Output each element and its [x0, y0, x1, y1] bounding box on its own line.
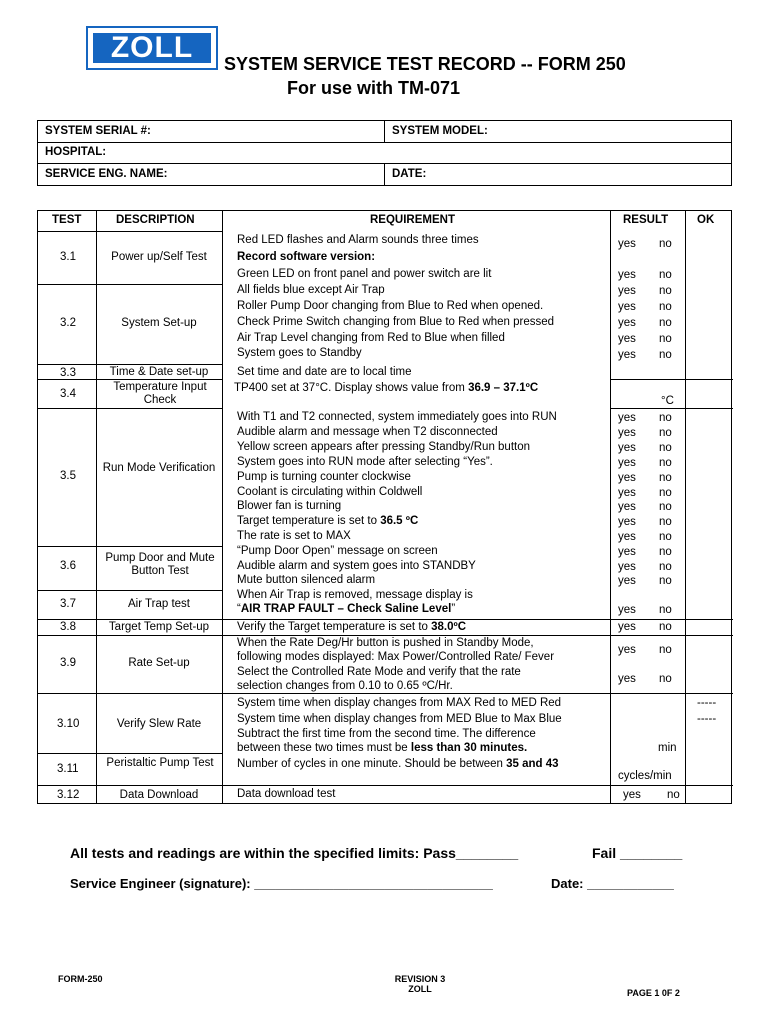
- requirement: When Air Trap is removed, message display is: [237, 589, 473, 601]
- requirement: System goes to Standby: [237, 347, 362, 359]
- row-line: [610, 408, 733, 409]
- result-yes: yes: [623, 789, 641, 801]
- info-divider: [384, 121, 385, 142]
- result-yes: yes: [618, 487, 636, 499]
- result-no: no: [659, 561, 672, 573]
- requirement: Audible alarm and message when T2 disconnected: [237, 426, 498, 438]
- form-subtitle: For use with TM-071: [287, 78, 461, 98]
- system-info-box: [37, 120, 732, 186]
- result-yes: yes: [618, 317, 636, 329]
- header-requirement: REQUIREMENT: [370, 214, 455, 226]
- sign-date-field: Date: ____________: [551, 876, 674, 891]
- logo-text: ZOLL: [93, 33, 211, 63]
- test-id: 3.2: [60, 317, 76, 329]
- result-yes: yes: [618, 285, 636, 297]
- fail-field: Fail ________: [592, 845, 683, 861]
- result-yes: yes: [618, 238, 636, 250]
- result-yes: yes: [618, 516, 636, 528]
- row-line: [38, 364, 222, 365]
- result-celsius: °C: [661, 395, 674, 407]
- result-no: no: [659, 546, 672, 558]
- col-line: [685, 211, 686, 803]
- col-line: [96, 211, 97, 803]
- result-no: no: [659, 487, 672, 499]
- requirement: System time when display changes from MAX Red to MED Red: [237, 697, 562, 709]
- summary-statement: All tests and readings are within the specified limits: Pass________: [70, 845, 519, 861]
- requirement: Yellow screen appears after pressing Standby/Run button: [237, 441, 531, 453]
- test-description: Power up/Self Test: [111, 251, 207, 263]
- result-no: no: [659, 516, 672, 528]
- col-line: [222, 211, 223, 803]
- requirement: Mute button silenced alarm: [237, 574, 376, 586]
- serial-label: SYSTEM SERIAL #:: [45, 125, 151, 137]
- requirement: Coolant is circulating within Coldwell: [237, 486, 423, 498]
- result-no: no: [659, 501, 672, 513]
- requirement: Pump is turning counter clockwise: [237, 471, 411, 483]
- result-yes: yes: [618, 349, 636, 361]
- result-no: no: [659, 269, 672, 281]
- form-title: SYSTEM SERVICE TEST RECORD -- FORM 250: [224, 54, 626, 74]
- test-description: Verify Slew Rate: [116, 718, 202, 730]
- row-line: [38, 785, 222, 786]
- result-yes: yes: [618, 412, 636, 424]
- zoll-logo: [86, 26, 218, 70]
- result-cycles: cycles/min: [618, 770, 672, 782]
- signature-field: Service Engineer (signature): _________________________________: [70, 876, 493, 891]
- result-no: no: [659, 238, 672, 250]
- row-line: [38, 284, 222, 285]
- result-no: no: [659, 442, 672, 454]
- row-line: [610, 379, 733, 380]
- requirement: TP400 set at 37°C. Display shows value from 36.9 – 37.1ºC: [234, 382, 539, 394]
- header-description: DESCRIPTION: [116, 214, 195, 226]
- test-id: 3.8: [60, 621, 76, 633]
- result-no: no: [659, 301, 672, 313]
- row-line: [38, 693, 222, 694]
- test-id: 3.7: [60, 598, 76, 610]
- result-no: no: [659, 644, 672, 656]
- row-line: [38, 619, 222, 620]
- result-yes: yes: [618, 301, 636, 313]
- requirement: Air Trap Level changing from Red to Blue when filled: [237, 332, 505, 344]
- result-no: no: [659, 604, 672, 616]
- requirement: System goes into RUN mode after selecting “Yes”.: [237, 456, 493, 468]
- requirement: Blower fan is turning: [237, 500, 342, 512]
- info-divider: [384, 164, 385, 185]
- requirement: following modes displayed: Max Power/Controlled Rate/ Fever: [237, 651, 555, 663]
- test-table: [37, 210, 732, 804]
- test-id: 3.1: [60, 251, 76, 263]
- model-label: SYSTEM MODEL:: [392, 125, 488, 137]
- requirement: Select the Controlled Rate Mode and verify that the rate: [237, 666, 521, 678]
- row-line: [38, 753, 222, 754]
- row-line: [38, 635, 222, 636]
- test-id: 3.10: [57, 718, 80, 730]
- result-yes: yes: [618, 269, 636, 281]
- row-line: [38, 231, 96, 232]
- requirement: between these two times must be less than 30 minutes.: [237, 742, 528, 754]
- result-no: no: [659, 673, 672, 685]
- result-no: no: [659, 621, 672, 633]
- row-line: [96, 231, 222, 232]
- requirement: Green LED on front panel and power switch are lit: [237, 268, 492, 280]
- result-no: no: [659, 333, 672, 345]
- test-id: 3.4: [60, 388, 76, 400]
- result-yes: yes: [618, 427, 636, 439]
- row-line: [222, 785, 733, 786]
- ok-dashes: -----: [697, 713, 717, 725]
- requirement: Record software version:: [237, 251, 376, 263]
- result-yes: yes: [618, 531, 636, 543]
- result-yes: yes: [618, 621, 636, 633]
- requirement: Check Prime Switch changing from Blue to Red when pressed: [237, 316, 555, 328]
- test-description: Peristaltic Pump Test: [106, 757, 214, 769]
- result-yes: yes: [618, 333, 636, 345]
- test-description: Run Mode Verification: [102, 462, 216, 474]
- test-description: Temperature Input Check: [113, 381, 207, 406]
- test-id: 3.6: [60, 560, 76, 572]
- row-line: [222, 635, 733, 636]
- footer-page: PAGE 1 0F 2: [627, 988, 680, 998]
- result-no: no: [667, 789, 680, 801]
- requirement: Verify the Target temperature is set to 38.0ºC: [237, 621, 466, 633]
- requirement: Target temperature is set to 36.5 ºC: [237, 515, 419, 527]
- result-yes: yes: [618, 546, 636, 558]
- test-description: System Set-up: [121, 317, 197, 329]
- result-no: no: [659, 285, 672, 297]
- test-description: Rate Set-up: [128, 657, 190, 669]
- result-no: no: [659, 427, 672, 439]
- requirement: “AIR TRAP FAULT – Check Saline Level”: [237, 603, 456, 615]
- ok-dashes: -----: [697, 697, 717, 709]
- result-no: no: [659, 531, 672, 543]
- hospital-label: HOSPITAL:: [45, 146, 107, 158]
- requirement: Audible alarm and system goes into STANDBY: [237, 560, 476, 572]
- result-no: no: [659, 575, 672, 587]
- requirement: Subtract the first time from the second time. The difference: [237, 728, 536, 740]
- test-id: 3.11: [57, 763, 79, 775]
- header-test: TEST: [52, 214, 82, 226]
- result-yes: yes: [618, 575, 636, 587]
- date-label: DATE:: [392, 168, 427, 180]
- test-id: 3.3: [60, 367, 76, 379]
- result-no: no: [659, 457, 672, 469]
- result-yes: yes: [618, 644, 636, 656]
- result-minutes: min: [658, 742, 677, 754]
- requirement: The rate is set to MAX: [237, 530, 351, 542]
- requirement: Data download test: [237, 788, 336, 800]
- row-line: [38, 590, 222, 591]
- result-yes: yes: [618, 561, 636, 573]
- result-yes: yes: [618, 673, 636, 685]
- test-description: Pump Door and Mute Button Test: [105, 552, 215, 577]
- result-yes: yes: [618, 442, 636, 454]
- requirement: Roller Pump Door changing from Blue to Red when opened.: [237, 300, 544, 312]
- test-id: 3.5: [60, 470, 76, 482]
- footer-form-id: FORM-250: [58, 974, 103, 984]
- test-description: Air Trap test: [128, 598, 190, 610]
- requirement: When the Rate Deg/Hr button is pushed in Standby Mode,: [237, 637, 534, 649]
- requirement: Number of cycles in one minute. Should be between 35 and 43: [237, 758, 559, 770]
- requirement: “Pump Door Open” message on screen: [237, 545, 438, 557]
- result-no: no: [659, 349, 672, 361]
- result-yes: yes: [618, 501, 636, 513]
- row-line: [38, 408, 222, 409]
- result-no: no: [659, 412, 672, 424]
- result-no: no: [659, 472, 672, 484]
- result-yes: yes: [618, 472, 636, 484]
- col-line: [610, 211, 611, 803]
- row-line: [222, 693, 733, 694]
- test-description: Target Temp Set-up: [108, 621, 210, 633]
- requirement: Set time and date are to local time: [237, 366, 412, 378]
- engineer-label: SERVICE ENG. NAME:: [45, 168, 168, 180]
- row-line: [38, 546, 222, 547]
- requirement: Red LED flashes and Alarm sounds three times: [237, 234, 479, 246]
- test-description: Time & Date set-up: [109, 366, 209, 378]
- requirement: All fields blue except Air Trap: [237, 284, 385, 296]
- requirement: System time when display changes from MED Blue to Max Blue: [237, 713, 562, 725]
- header-ok: OK: [697, 214, 715, 226]
- result-yes: yes: [618, 457, 636, 469]
- header-result: RESULT: [623, 214, 669, 226]
- test-id: 3.9: [60, 657, 76, 669]
- test-description: Data Download: [119, 789, 199, 801]
- row-line: [222, 619, 733, 620]
- test-id: 3.12: [57, 789, 80, 801]
- result-no: no: [659, 317, 672, 329]
- result-yes: yes: [618, 604, 636, 616]
- requirement: selection changes from 0.10 to 0.65 ºC/Hr.: [237, 680, 453, 692]
- requirement: With T1 and T2 connected, system immediately goes into RUN: [237, 411, 557, 423]
- footer-revision: REVISION 3 ZOLL: [394, 974, 446, 994]
